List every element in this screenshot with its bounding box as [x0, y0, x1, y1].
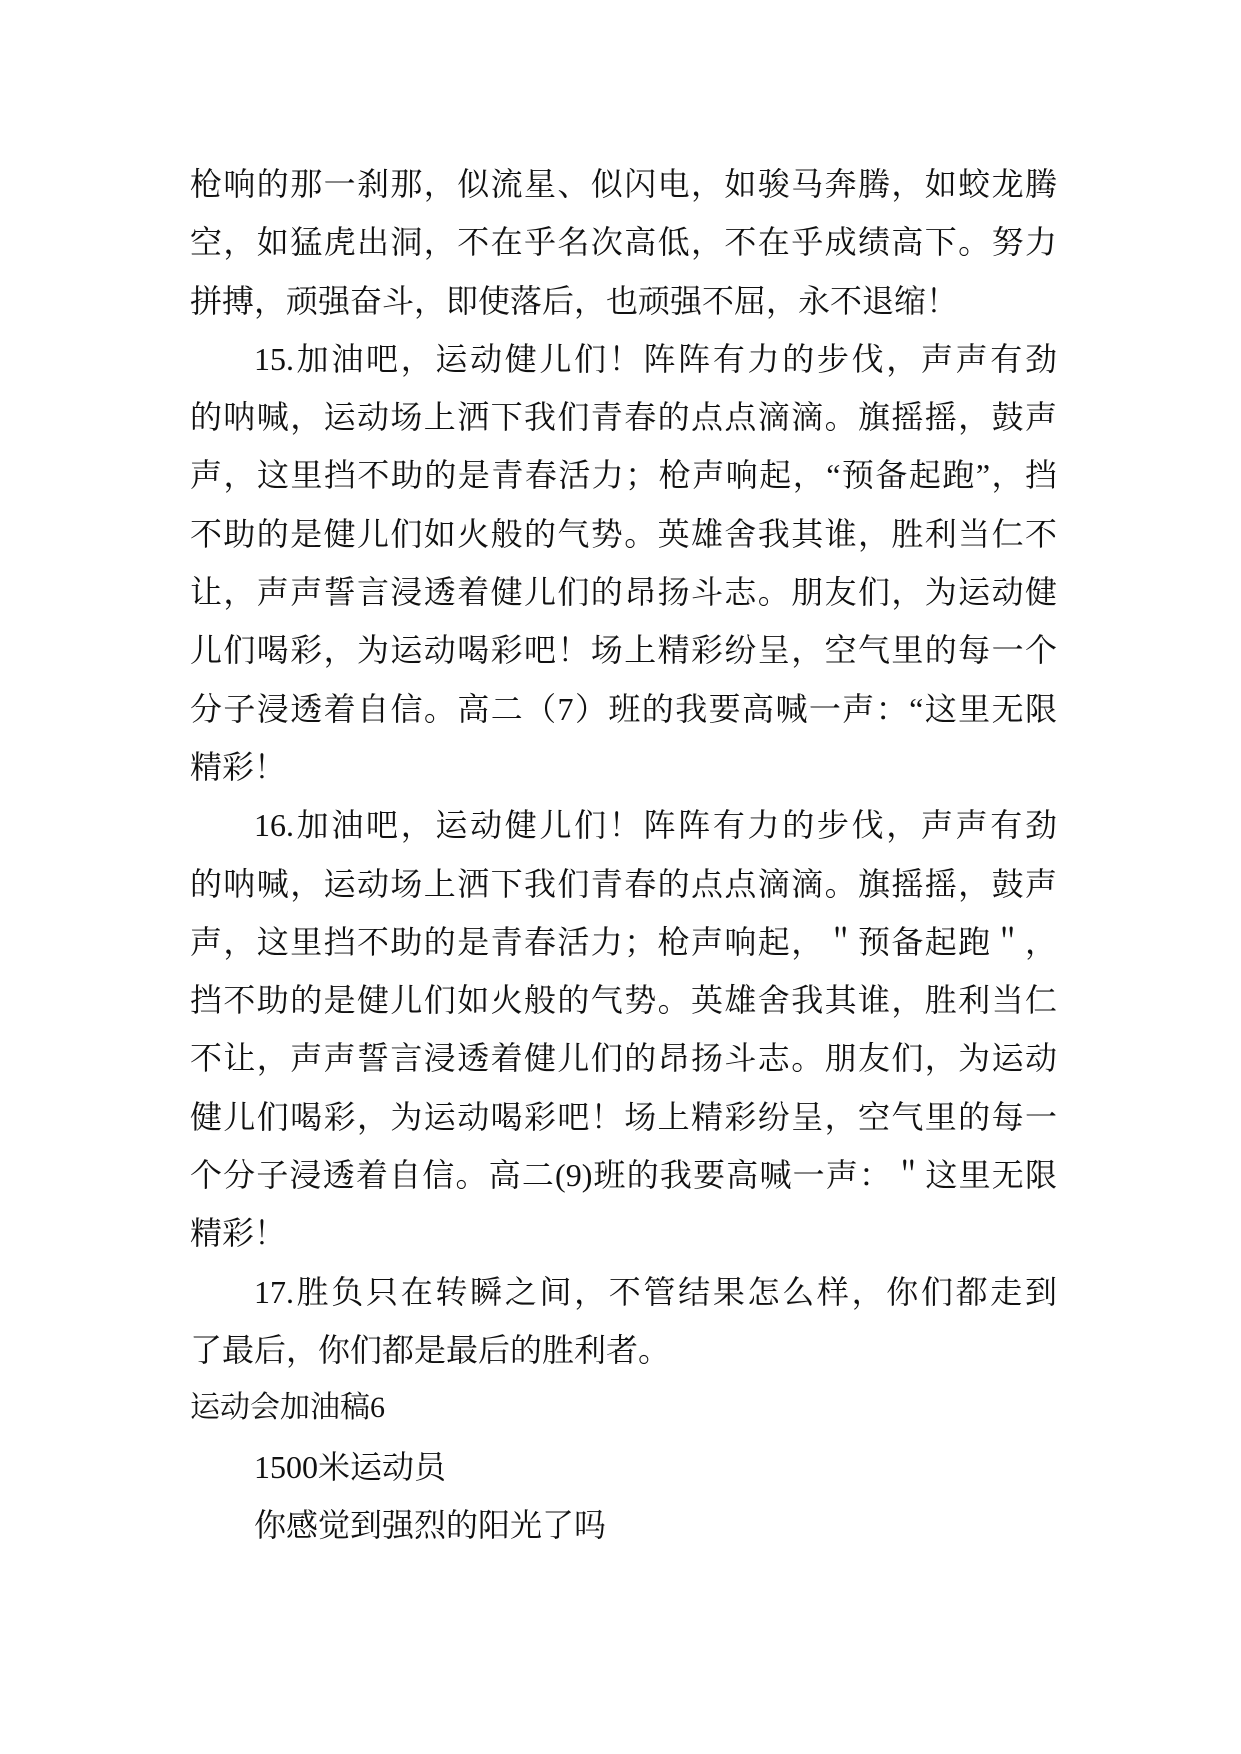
- text-line: 健儿们喝彩，为运动喝彩吧！场上精彩纷呈，空气里的每一: [190, 1098, 1057, 1135]
- text-line: 儿们喝彩，为运动喝彩吧！场上精彩纷呈，空气里的每一个: [190, 632, 1057, 669]
- text-line: 精彩！: [190, 1215, 287, 1252]
- section-body: [190, 1438, 1057, 1555]
- text-line: 挡不助的是健儿们如火般的气势。英雄舍我其谁，胜利当仁: [190, 982, 1057, 1019]
- paragraph-intro: [190, 155, 1057, 330]
- text-line: 了最后，你们都是最后的胜利者。: [190, 1331, 671, 1368]
- text-line: 17.胜负只在转瞬之间，不管结果怎么样，你们都走到: [254, 1273, 1057, 1310]
- text-line: 让，声声誓言浸透着健儿们的昂扬斗志。朋友们，为运动健: [190, 574, 1057, 611]
- text-line: 的呐喊，运动场上洒下我们青春的点点滴滴。旗摇摇，鼓声: [190, 399, 1057, 436]
- section-title: 运动会加油稿6: [190, 1391, 385, 1425]
- text-line: 个分子浸透着自信。高二(9)班的我要高喊一声：＂这里无限: [190, 1157, 1057, 1194]
- text-line: 声，这里挡不助的是青春活力；枪声响起，“预备起跑”，挡: [190, 457, 1057, 494]
- text-line: 的呐喊，运动场上洒下我们青春的点点滴滴。旗摇摇，鼓声: [190, 865, 1057, 902]
- text-line: 不让，声声誓言浸透着健儿们的昂扬斗志。朋友们，为运动: [190, 1040, 1057, 1077]
- text-line: 1500米运动员: [254, 1448, 447, 1485]
- text-line: 不助的是健儿们如火般的气势。英雄舍我其谁，胜利当仁不: [190, 515, 1057, 552]
- section-heading: [190, 1379, 1057, 1437]
- text-line: 拼搏，顽强奋斗，即使落后，也顽强不屈，永不退缩！: [190, 282, 959, 319]
- text-line: 你感觉到强烈的阳光了吗: [254, 1506, 607, 1543]
- text-line: 15.加油吧，运动健儿们！阵阵有力的步伐，声声有劲: [254, 340, 1057, 377]
- paragraph-16: [190, 796, 1057, 1262]
- text-line: 枪响的那一刹那，似流星、似闪电，如骏马奔腾，如蛟龙腾: [190, 166, 1057, 202]
- text-line: 精彩！: [190, 748, 287, 785]
- paragraph-17: [190, 1263, 1057, 1380]
- text-line: 16.加油吧，运动健儿们！阵阵有力的步伐，声声有劲: [254, 807, 1057, 844]
- document-body: [190, 155, 1057, 1554]
- text-line: 声，这里挡不助的是青春活力；枪声响起，＂预备起跑＂，: [190, 923, 1057, 960]
- paragraph-15: [190, 330, 1057, 796]
- text-line: 空，如猛虎出洞，不在乎名次高低，不在乎成绩高下。努力: [190, 224, 1057, 261]
- text-line: 分子浸透着自信。高二（7）班的我要高喊一声：“这里无限: [190, 690, 1057, 727]
